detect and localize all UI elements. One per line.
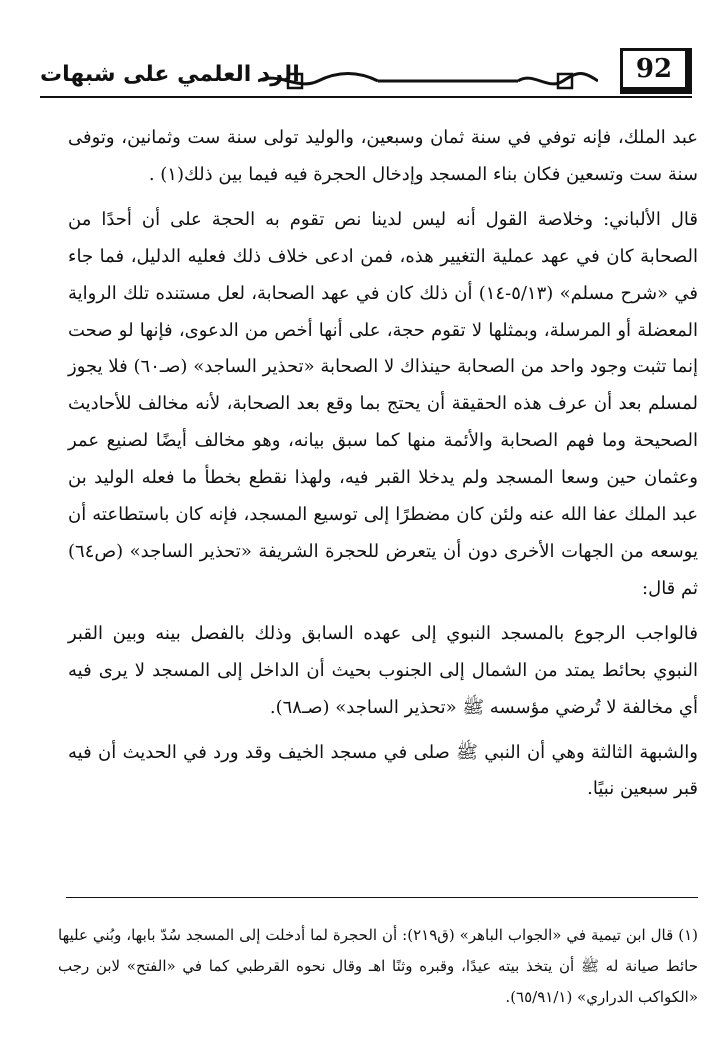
page-number: 92	[620, 48, 692, 94]
running-title: الرد العلمي على شبهات	[40, 62, 300, 87]
paragraph-4: والشبهة الثالثة وهي أن النبي ﷺ صلى في مسجد الخيف وقد ورد في الحديث أن فيه قبر سبعين نبيًا.	[68, 741, 698, 800]
header-rule	[40, 96, 692, 98]
paragraph-1: عبد الملك، فإنه توفي في سنة ثمان وسبعين، والوليد تولى سنة ست وثمانين، وتوفى سنة ست وتسعين فكان بناء المسجد وإدخال الحجرة فيه فيما بين ذلك(١) .	[68, 127, 698, 185]
footnote	[58, 920, 698, 1013]
main-text	[68, 120, 698, 808]
footnote-divider	[66, 897, 698, 898]
paragraph-2: قال الألباني: وخلاصة القول أنه ليس لدينا نص تقوم به الحجة على أن أحدًا من الصحابة كان في عهد عملية التغيير هذه، فمن ادعى خلاف ذلك فعليه الدليل، فما جاء في «شرح مسلم» (٥/١٣-١٤) أن ذلك كان في عهد الصحابة، لعل مستنده تلك الرواية المعضلة أو المرسلة، وبمثلها لا تقوم حجة، على أنها أخص من الدعوى، فإنها لو صحت إنما تثبت وجود واحد من الصحابة حينذاك لا الصحابة «تحذير الساجد» (صـ٦٠) فلا يجوز لمسلم بعد أن عرف هذه الحقيقة أن يحتج بما وقع بعد الصحابة، لأنه مخالف للأحاديث الصحيحة وما فهم الصحابة والأئمة منها كما سبق بيانه، وهو مخالف أيضًا لصنيع عمر وعثمان حين وسعا المسجد ولم يدخلا القبر فيه، ولهذا نقطع بخطأ ما فعله الوليد بن عبد الملك عفا الله عنه ولئن كان مضطرًا إلى توسيع المسجد، فإنه كان باستطاعته أن يوسعه من الجهات الأخرى دون أن يتعرض للحجرة الشريفة «تحذير الساجد» (ص٦٤) ثم قال:	[68, 208, 699, 599]
decorative-ornament-icon	[258, 68, 598, 94]
page-header	[40, 48, 692, 108]
footnote-1: (١) قال ابن تيمية في «الجواب الباهر» (ق٢١٩): أن الحجرة لما أدخلت إلى المسجد سُدّ بابها، وبُني عليها حائط صيانة له ﷺ أن يتخذ بيته عيدًا، وقبره وثنًا اهـ وقال نحوه القرطبي كما في «الفتح» لابن رجب «الكواكب الدراري» (٦٥/٩١/١).	[58, 926, 698, 1006]
paragraph-3: فالواجب الرجوع بالمسجد النبوي إلى عهده السابق وذلك بالفصل بينه وبين القبر النبوي بحائط يمتد من الشمال إلى الجنوب بحيث أن الداخل إلى المسجد لا يرى فيه أي مخالفة لا تُرضي مؤسسه ﷺ «تحذير الساجد» (صـ٦٨).	[68, 622, 698, 718]
